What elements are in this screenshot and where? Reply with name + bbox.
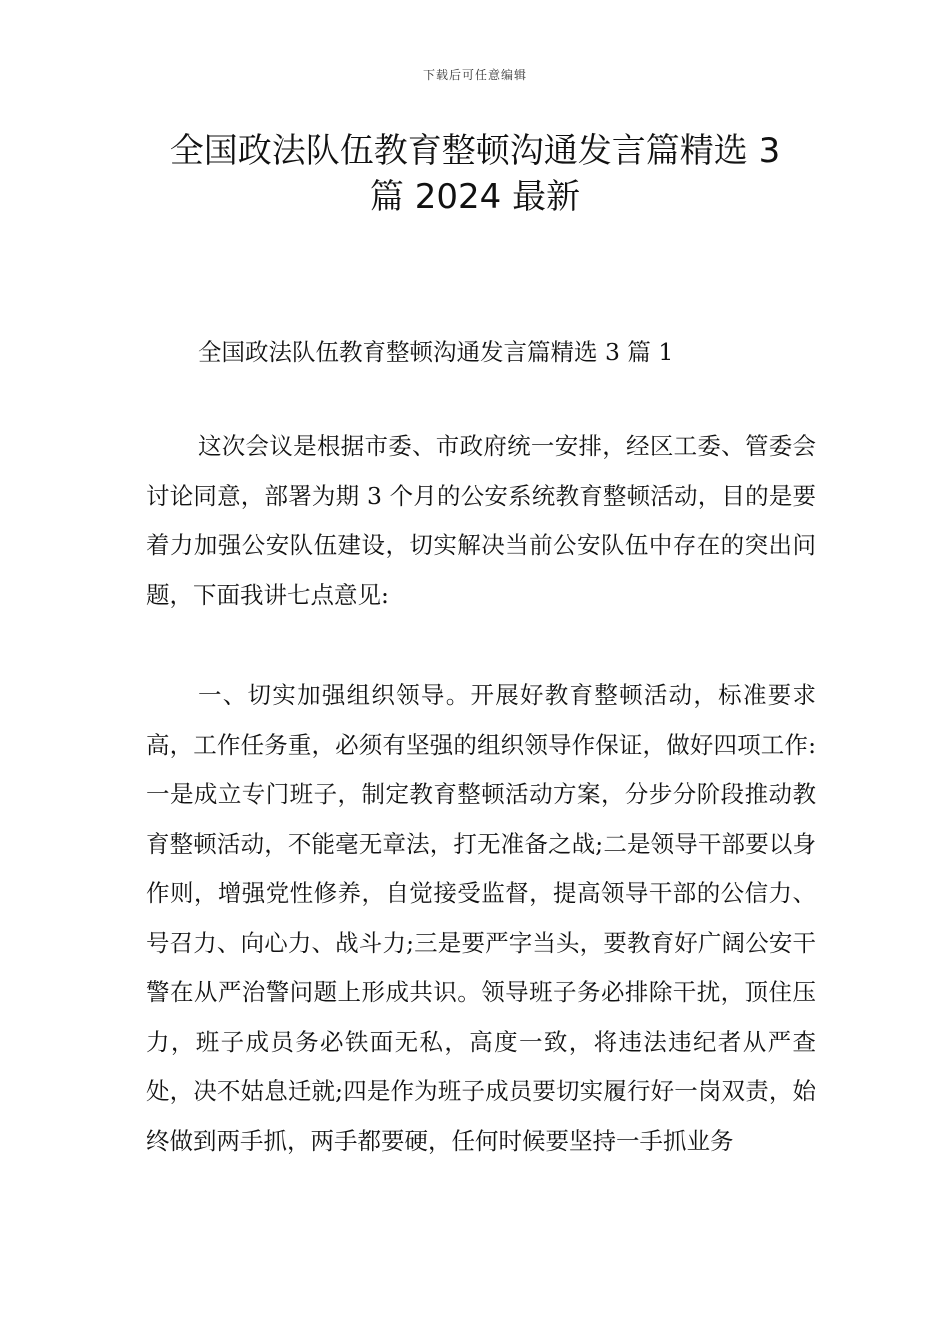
header-note: 下载后可任意编辑 <box>422 68 527 82</box>
paragraph: 这次会议是根据市委、市政府统一安排，经区工委、管委会讨论同意，部署为期 3 个月的公安系统教育整顿活动，目的是要着力加强公安队伍建设，切实解决当前公安队伍中存在的突出问题，下面我讲七点意见: <box>146 432 816 609</box>
document-title-line-1: 全国政法队伍教育整顿沟通发言篇精选 3 <box>169 131 781 171</box>
paragraph: 一、切实加强组织领导。开展好教育整顿活动，标准要求高，工作任务重，必须有坚强的组织领导作保证，做好四项工作:一是成立专门班子，制定教育整顿活动方案，分步分阶段推动教育整顿活动，不能毫无章法，打无准备之战;二是领导干部要以身作则，增强党性修养，自觉接受监督，提高领导干部的公信力、号召力、向心力、战斗力;三是要严字当头，要教育好广阔公安干警在从严治警问题上形成共识。领导班子务必排除干扰，顶住压力，班子成员务必铁面无私，高度一致，将违法违纪者从严查处，决不姑息迁就;四是作为班子成员要切实履行好一岗双责，始终做到两手抓，两手都要硬，任何时候要坚持一手抓业务 <box>146 681 816 1155</box>
document-title-line-2: 篇 2024 最新 <box>369 177 581 217</box>
document-title <box>120 128 830 220</box>
section-subtitle: 全国政法队伍教育整顿沟通发言篇精选 3 篇 1 <box>198 338 674 366</box>
